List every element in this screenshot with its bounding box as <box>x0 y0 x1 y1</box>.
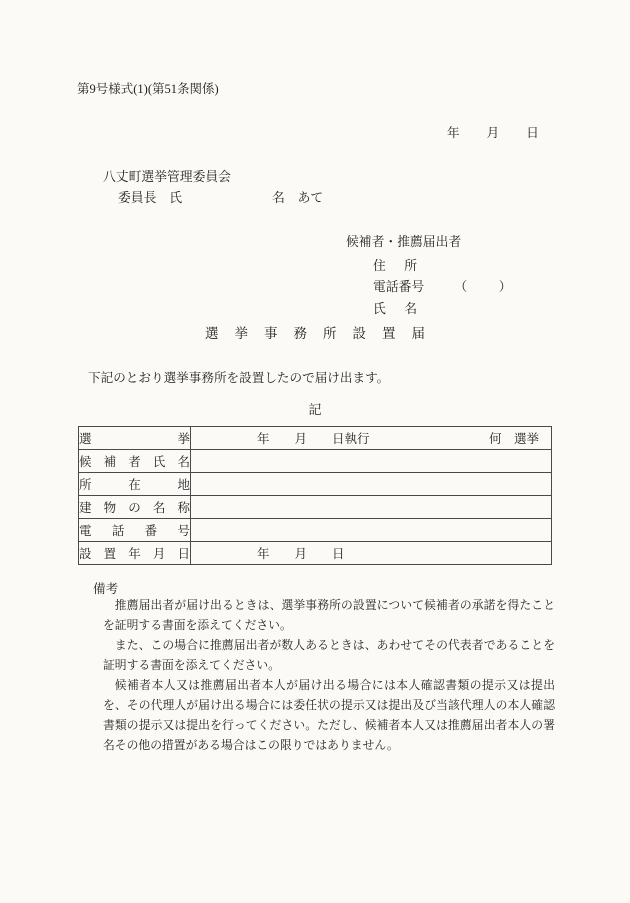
election-label: 選挙 <box>79 432 190 446</box>
applicant-name-row <box>373 298 417 317</box>
remarks-heading: 備考 <box>93 582 119 596</box>
election-date-value: 年 月 日執行 <box>257 432 370 446</box>
form-table <box>78 426 552 565</box>
table-row-candidate-name <box>79 450 552 473</box>
form-number: 第9号様式(1)(第51条関係) <box>77 82 219 96</box>
table-row-location <box>79 473 552 496</box>
applicant-phone-row <box>373 276 514 295</box>
remarks-paragraph-1: 推薦届出者が届け出るときは、選挙事務所の設置について候補者の承諾を得たことを証明する書面を添えてください。 <box>103 598 555 632</box>
location-label: 所在地 <box>79 478 190 492</box>
date-day-label: 日 <box>526 126 539 140</box>
phone-parentheses: （ ） <box>454 280 514 294</box>
date-line <box>447 122 539 141</box>
candidate-name-label: 候補者氏名 <box>79 455 190 469</box>
election-kind-value: 何 選挙 <box>488 432 539 446</box>
table-row-building-name <box>79 496 552 519</box>
applicant-heading: 候補者・推薦届出者 <box>346 235 462 249</box>
building-name-label: 建物の名称 <box>79 501 190 515</box>
establishment-date-label: 設置年月日 <box>79 547 190 561</box>
name-label: 氏名 <box>373 302 417 316</box>
address-label: 住所 <box>373 259 417 273</box>
date-month-label: 月 <box>486 126 500 140</box>
table-row-establishment-date <box>79 542 552 565</box>
phone-number-label: 電話番号 <box>79 524 190 538</box>
remarks-body <box>103 595 555 755</box>
table-row-phone-number <box>79 519 552 542</box>
record-marker: 記 <box>308 402 322 417</box>
applicant-address-row <box>373 255 417 274</box>
chairman-surname-label: 委員長 氏 <box>118 191 182 205</box>
phone-label: 電話番号 <box>373 280 425 294</box>
body-text: 下記のとおり選挙事務所を設置したので届け出ます。 <box>88 371 390 385</box>
remarks-paragraph-3: 候補者本人又は推薦届出者本人が届け出る場合には本人確認書類の提示又は提出を、その代理人が届け出る場合には委任状の提示又は提出及び当該代理人の本人確認書類の提示又は提出を行ってください。ただし、候補者本人又は推薦届出者本人の署名その他の措置がある場合はこの限りではありません。 <box>103 678 555 752</box>
remarks-paragraph-2: また、この場合に推薦届出者が数人あるときは、あわせてその代表者であることを証明する書面を添えてください。 <box>103 638 555 672</box>
addressee-organization: 八丈町選挙管理委員会 <box>103 170 231 184</box>
date-year-label: 年 <box>447 126 460 140</box>
document-title: 選挙事務所設置届 <box>205 326 441 341</box>
establishment-date-value: 年 月 日 <box>257 547 345 561</box>
chairman-givenname-label: 名 あて <box>271 191 324 205</box>
addressee-chairman-line <box>118 187 323 206</box>
table-row-election <box>79 427 552 450</box>
